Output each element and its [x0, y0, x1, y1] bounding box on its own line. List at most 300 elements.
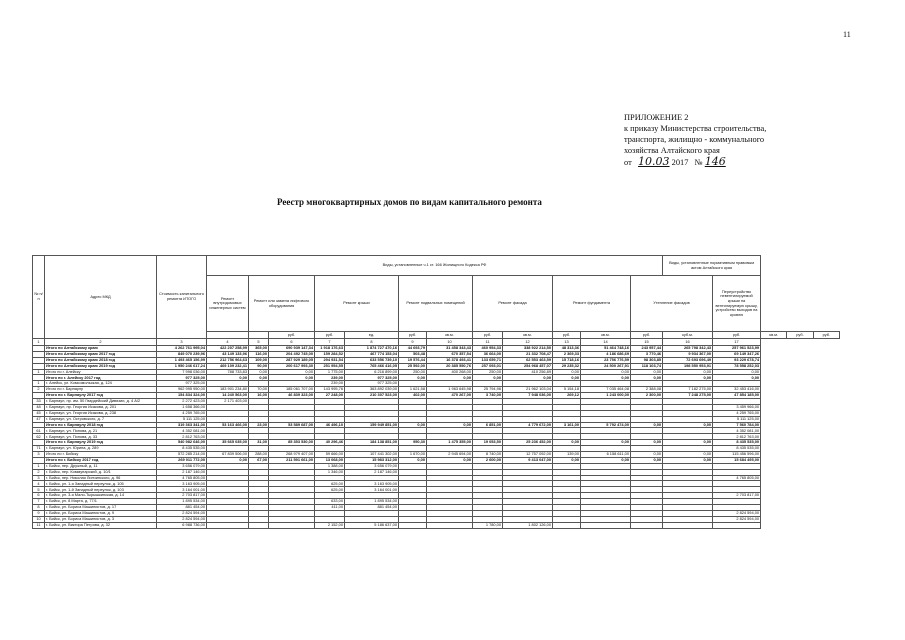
row-value: 243 957,44 [631, 346, 663, 352]
row-value: 402,00 [399, 393, 427, 399]
row-value: 1 346,00 [315, 469, 345, 475]
row-value: 1 243 000,00 [581, 393, 631, 399]
row-value: 690 939 147,34 [269, 346, 315, 352]
row-address: г. Бийск, ул. Бориса Машинистов, д. 9 [45, 510, 157, 516]
number-prefix: № [694, 158, 703, 168]
row-value: 2 824 594,00 [713, 510, 761, 516]
row-value: 20 385 550,76 [427, 363, 473, 369]
row-value: 25 236 452,00 [503, 440, 553, 446]
row-value: 5 186 637,00 [345, 522, 399, 528]
row-value: 3 459 966,00 [713, 404, 761, 410]
row-value: 184 138 851,00 [345, 440, 399, 446]
row-address: Итого по г. Барнаулу [45, 387, 157, 393]
column-number: 14 [581, 339, 631, 346]
appendix-line: ПРИЛОЖЕНИЕ 2 [624, 113, 689, 122]
row-value: 2 187 146,00 [345, 469, 399, 475]
row-value: 46 496,10 [315, 422, 345, 428]
row-value: 1 475 355,00 [427, 440, 473, 446]
row-value: 15 684 495,00 [713, 457, 761, 463]
header-col: Переустройство невентилируемой крыши на вентилируемую крышу, устройство выходов на кровлю [713, 276, 761, 332]
row-address: г. Алейск, ул. Комсомольская, д. 124 [45, 381, 157, 387]
row-number: 10 [33, 516, 45, 522]
row-value: 2 300,00 [631, 393, 663, 399]
row-value: 977 325,00 [345, 381, 399, 387]
row-address: г. Бийск, ул. Бориса Машинистов, д. 3 [45, 516, 157, 522]
row-value: 0,00 [249, 375, 269, 381]
row-value: 53 589 687,00 [269, 422, 315, 428]
row-value [269, 522, 315, 528]
column-number: 13 [553, 339, 581, 346]
row-value: 5 111 125,00 [157, 416, 207, 422]
row-value: 265 798 342,43 [663, 346, 713, 352]
row-value: 0,00 [427, 375, 473, 381]
row-value: 460 954,33 [473, 346, 503, 352]
header-col: Ремонт внутридомовых инженерных систем [207, 276, 249, 332]
row-value: 411,00 [315, 505, 345, 511]
row-value: 1 780,00 [473, 522, 503, 528]
row-value: 0,00 [207, 457, 249, 463]
date-prefix: от [624, 158, 632, 168]
row-value: 29 235,32 [553, 363, 581, 369]
row-value: 3 740,00 [473, 393, 503, 399]
row-value: 6 851,00 [473, 422, 503, 428]
header-col: Утепление фасадов [631, 276, 713, 332]
row-value: 287 929 189,05 [269, 357, 315, 363]
row-value: 540 982 646,00 [157, 440, 207, 446]
row-value: 9 413 047,00 [503, 457, 553, 463]
row-value: 1 895 534,00 [157, 499, 207, 505]
row-address: г. Барнаул, ул. Попова, д. 33 [45, 434, 157, 440]
table-row [33, 522, 840, 528]
row-value: 46 839 323,00 [269, 393, 315, 399]
row-value: 2 388,08 [631, 387, 663, 393]
row-number: 2 [33, 387, 45, 393]
row-value: 0,00 [631, 440, 663, 446]
row-value: 7 998 036,00 [157, 369, 207, 375]
row-address: Итого по Алтайскому краю 2019 год [45, 363, 157, 369]
row-value: 2 152,00 [315, 522, 345, 528]
row-value: 2 187 146,00 [157, 469, 207, 475]
unit-cell-blank [207, 332, 249, 339]
row-address: Итого по г. Алейску 2017 год [45, 375, 157, 381]
header-group-rf: Виды, установленные ч.1 ст. 166 Жилищного Кодекса РФ [207, 256, 663, 276]
row-value: 133 659,71 [473, 357, 503, 363]
row-value: 0,00 [553, 440, 581, 446]
row-value: 4 352 081,00 [157, 428, 207, 434]
row-value: 21 962 103,04 [503, 387, 553, 393]
appendix-block [624, 112, 824, 168]
row-value: 2 812 763,00 [157, 434, 207, 440]
row-value: 7 182 275,00 [663, 387, 713, 393]
column-number: 11 [473, 339, 503, 346]
row-value: 0,00 [581, 440, 631, 446]
column-number: 1 [33, 339, 45, 346]
row-address: г. Бийск, ул. 1-й Западный переулок, д. 103 [45, 487, 157, 493]
appendix-line: хозяйства Алтайского края [624, 146, 720, 156]
row-value: 67,00 [249, 457, 269, 463]
row-value: 154 834 324,00 [157, 393, 207, 399]
row-value: 251 954,55 [315, 363, 345, 369]
header-col: Ремонт крыши [315, 276, 399, 332]
row-value: 185 061 707,00 [269, 387, 315, 393]
row-value: 962 995 950,00 [157, 387, 207, 393]
row-value: 7 035 464,08 [581, 387, 631, 393]
row-value: 1 874 727 470,16 [345, 346, 399, 352]
row-value: 2 703 817,00 [713, 493, 761, 499]
row-value: 5 111 125,00 [713, 416, 761, 422]
unit-cell: руб. [399, 332, 427, 339]
row-value: 0,00 [399, 457, 427, 463]
row-value: 31 458 343,43 [427, 346, 473, 352]
header-address: Адрес МКД [45, 256, 157, 339]
row-value: 67 839 506,00 [207, 452, 249, 458]
row-value: 3 163 905,00 [345, 481, 399, 487]
row-address: г. Бийск, пер. Николая Липчинского, д. 96 [45, 475, 157, 481]
column-number: 10 [427, 339, 473, 346]
row-value: 633 556 739,10 [345, 357, 399, 363]
row-value: 257 093,01 [473, 363, 503, 369]
row-value: 198 550 953,91 [663, 363, 713, 369]
row-value: 250,00 [473, 369, 503, 375]
row-value: 69 149 347,26 [713, 351, 761, 357]
column-number: 16 [663, 339, 713, 346]
row-value: 139,00 [553, 452, 581, 458]
row-value [663, 522, 713, 528]
row-value: 0,00 [207, 375, 249, 381]
row-value: 2 171 403,00 [207, 399, 249, 405]
row-value: 0,00 [631, 452, 663, 458]
row-value: 2 600,00 [473, 457, 503, 463]
row-value: 8 435 535,00 [157, 446, 207, 452]
column-number: 4 [207, 339, 249, 346]
row-number: 7 [33, 499, 45, 505]
row-value: 8 435 535,00 [713, 440, 761, 446]
row-value: 43 149 133,96 [207, 351, 249, 357]
row-value: 0,00 [249, 369, 269, 375]
row-number: 47 [33, 416, 45, 422]
row-number: 1 [33, 369, 45, 375]
row-value: 116,00 [249, 351, 269, 357]
row-value: 51 464 748,16 [581, 346, 631, 352]
row-value: 6 216 899,00 [345, 369, 399, 375]
row-value: 633,00 [315, 499, 345, 505]
row-value: 15 718,16 [553, 357, 581, 363]
row-value: 572 285 214,00 [157, 452, 207, 458]
row-value: 881 454,00 [345, 505, 399, 511]
row-value: 72 693 696,49 [663, 357, 713, 363]
row-address: Итого по г. Барнаулу 2019 год [45, 440, 157, 446]
row-address: г. Бийск, ул. Виктора Петрова, д. 32 [45, 522, 157, 528]
unit-cell: кв.м. [503, 332, 553, 339]
header-group-subject: Виды, установленные нормативным правовым актом Алтайского края [663, 256, 761, 276]
row-value: 268 979 407,00 [269, 452, 315, 458]
appendix-line: к приказу Министерства строительства, [624, 124, 767, 134]
row-value: 4 779 672,00 [503, 422, 553, 428]
row-value: 1 621,58 [399, 387, 427, 393]
row-value: 47 854 185,00 [713, 393, 761, 399]
column-number: 6 [269, 339, 315, 346]
column-number: 5 [249, 339, 269, 346]
row-value [553, 522, 581, 528]
row-value: 422 207 258,99 [207, 346, 249, 352]
row-value: 1 918 176,63 [315, 346, 345, 352]
row-value: 159 949 851,00 [345, 422, 399, 428]
row-value: 0,00 [713, 375, 761, 381]
row-value: 239,00 [315, 381, 345, 387]
row-value: 1 963 645,98 [427, 387, 473, 393]
column-number: 8 [345, 339, 399, 346]
row-value: 950,30 [399, 440, 427, 446]
row-value: 85 353 530,00 [269, 440, 315, 446]
row-value: 109,00 [249, 357, 269, 363]
row-number: 9 [33, 510, 45, 516]
row-value: 12 757 092,00 [503, 452, 553, 458]
row-value: 469 109 232,41 [207, 363, 249, 369]
appendix-line: транспорта, жилищно - коммунального [624, 135, 765, 145]
row-value: 269,12 [553, 393, 581, 399]
column-number: 2 [45, 339, 157, 346]
row-value: 4 765 805,00 [157, 475, 207, 481]
row-value: 0,00 [473, 375, 503, 381]
row-value: 503,48 [399, 351, 427, 357]
row-value: 0,00 [631, 369, 663, 375]
column-number: 9 [399, 339, 427, 346]
row-value: 977 325,00 [157, 381, 207, 387]
row-value: 1 493 465 156,99 [157, 357, 207, 363]
row-value: 0,00 [581, 457, 631, 463]
row-value [581, 522, 631, 528]
row-value: 250,00 [399, 369, 427, 375]
row-address: г. Барнаул, пр. им. 50 Гвардейский Дивизии, д. 4 А/2 [45, 399, 157, 405]
row-value: 0,00 [503, 375, 553, 381]
row-value: 977 325,00 [345, 375, 399, 381]
header-col: Ремонт фасада [473, 276, 553, 332]
row-value: 470 267,00 [427, 393, 473, 399]
row-value [249, 522, 269, 528]
row-value: 40 296,46 [315, 440, 345, 446]
row-value: 0,00 [663, 375, 713, 381]
row-value: 59 666,00 [315, 452, 345, 458]
row-value: 118 103,74 [631, 363, 663, 369]
row-value: 5 154,18 [553, 387, 581, 393]
row-value: 7 248 275,00 [663, 393, 713, 399]
unit-cell: куб.м. [663, 332, 713, 339]
row-value: 3 161,00 [553, 422, 581, 428]
unit-cell: кв.м. [761, 332, 787, 339]
row-value: 363 892 039,00 [345, 387, 399, 393]
row-value: 0,00 [269, 375, 315, 381]
row-value: 254 968 457,07 [503, 363, 553, 369]
row-address: г. Бийск, пер. Коммунарский, д. 10/1 [45, 469, 157, 475]
row-value: 3 770,46 [631, 351, 663, 357]
row-value: 257 961 523,99 [713, 346, 761, 352]
row-value: 0,00 [631, 457, 663, 463]
row-value: 93 229 678,74 [713, 357, 761, 363]
row-address: г. Барнаул, пр. Георгия Исакова, д. 201 [45, 404, 157, 410]
row-value: 0,00 [269, 369, 315, 375]
row-value: 625,00 [315, 481, 345, 487]
handwritten-number: 146 [704, 155, 726, 169]
row-value: 212 756 964,63 [207, 357, 249, 363]
row-value: 410 256,89 [503, 369, 553, 375]
unit-cell: руб. [269, 332, 315, 339]
row-value: 159 284,52 [315, 351, 345, 357]
registry-table [32, 255, 840, 529]
row-value: 3 656 079,00 [345, 463, 399, 469]
row-number: 8 [33, 505, 45, 511]
row-number: 4 [33, 481, 45, 487]
row-value: 849 070 239,96 [157, 351, 207, 357]
row-value [399, 522, 427, 528]
row-number: 61 [33, 428, 45, 434]
row-value: 0,00 [713, 369, 761, 375]
header-num: № п/п [33, 256, 45, 339]
row-value: 31,00 [249, 440, 269, 446]
row-value: 7 948 036,00 [503, 393, 553, 399]
row-value: 8 435 535,00 [713, 446, 761, 452]
column-number: 17 [713, 339, 761, 346]
unit-cell-blank [249, 332, 269, 339]
unit-cell: ед. [345, 332, 399, 339]
row-address: Итого по г. Барнаулу 2017 год [45, 393, 157, 399]
row-value: 115 456 596,00 [713, 452, 761, 458]
row-value: 8 740,00 [473, 452, 503, 458]
row-number: 48 [33, 404, 45, 410]
row-value: 210 307 523,00 [345, 393, 399, 399]
row-value: 625,00 [315, 487, 345, 493]
column-number: 15 [631, 339, 663, 346]
row-value: 0,00 [399, 375, 427, 381]
row-value: 2 272 423,00 [157, 399, 207, 405]
row-address: г. Бийск, ул. 8 Марта, д. 77/1 [45, 499, 157, 505]
row-number: 33 [33, 399, 45, 405]
row-value: 6 158 611,00 [581, 452, 631, 458]
row-address: Итого по Алтайскому краю 2018 год [45, 357, 157, 363]
row-value: 0,00 [663, 457, 713, 463]
row-value: 19 576,44 [399, 357, 427, 363]
row-value: 2 703 817,00 [157, 493, 207, 499]
row-value: 70,00 [249, 387, 269, 393]
row-value: 2 369,33 [553, 351, 581, 357]
row-value: 2 812 763,00 [713, 434, 761, 440]
row-value: 4 259 765,00 [713, 410, 761, 416]
row-value: 0,00 [399, 422, 427, 428]
row-value: 0,00 [631, 422, 663, 428]
row-value: 788 733,83 [207, 369, 249, 375]
row-value: 19 053,50 [473, 440, 503, 446]
row-value [713, 522, 761, 528]
row-value: 0,00 [663, 440, 713, 446]
row-value: 78 558 252,03 [713, 363, 761, 369]
row-value: 400 268,00 [427, 369, 473, 375]
row-value: 204 492 745,00 [269, 351, 315, 357]
row-value: 5 792 474,00 [581, 422, 631, 428]
row-value: 0,00 [553, 457, 581, 463]
unit-cell: руб. [813, 332, 839, 339]
year: 2017 [671, 158, 689, 168]
handwritten-date: 10.03 [638, 155, 670, 169]
row-value: 48 313,36 [553, 346, 581, 352]
unit-cell: руб. [631, 332, 663, 339]
unit-cell: руб. [473, 332, 503, 339]
row-value [427, 522, 473, 528]
row-value: 25 592,00 [399, 363, 427, 369]
unit-cell: руб. [553, 332, 581, 339]
row-value: 0,00 [553, 369, 581, 375]
row-value: 4 765 805,00 [713, 475, 761, 481]
row-number: 71 [33, 446, 45, 452]
row-value: 0,00 [581, 375, 631, 381]
row-value: 467 774 153,04 [345, 351, 399, 357]
row-value: 4 262 761 995,04 [157, 346, 207, 352]
row-value: 1 775,00 [315, 369, 345, 375]
row-value: 107 441 302,00 [345, 452, 399, 458]
row-value: 1 670,00 [399, 452, 427, 458]
row-value: 338 922 214,50 [503, 346, 553, 352]
row-number: 3 [33, 475, 45, 481]
header-col: Ремонт фундамента [553, 276, 631, 332]
row-value: 183 901 234,80 [207, 387, 249, 393]
column-number: 12 [503, 339, 553, 346]
row-value: 3 164 001,00 [157, 487, 207, 493]
row-value: 2 824 594,00 [157, 510, 207, 516]
row-value: 4 259 765,00 [157, 410, 207, 416]
row-number: 1 [33, 463, 45, 469]
row-value: 62 553 463,59 [503, 357, 553, 363]
row-value: 670 357,54 [427, 351, 473, 357]
row-value: 23,00 [249, 422, 269, 428]
row-address: Итого по Алтайскому краю [45, 346, 157, 352]
column-number: 7 [315, 339, 345, 346]
row-value: 98 303,85 [631, 357, 663, 363]
row-value: 0,00 [427, 422, 473, 428]
row-value: 16,00 [249, 393, 269, 399]
row-number: 1 [33, 381, 45, 387]
row-address: Итого по г. Бийску 2017 год [45, 457, 157, 463]
row-address: г. Барнаул, ул. Островского, д. 7 [45, 416, 157, 422]
row-value: 2 824 594,00 [713, 516, 761, 522]
row-value: 0,00 [581, 369, 631, 375]
row-value: 7 560 784,00 [713, 422, 761, 428]
row-value: 44 693,79 [399, 346, 427, 352]
row-value: 269 011 772,00 [157, 457, 207, 463]
header-col: Ремонт или замена лифтового оборудования [249, 276, 315, 332]
row-value: 1 658 366,00 [157, 404, 207, 410]
page-number: 11 [843, 30, 851, 39]
row-value: 14 240 563,00 [207, 393, 249, 399]
row-value: 9 934 367,00 [663, 351, 713, 357]
row-value: 200 617 993,30 [269, 363, 315, 369]
unit-cell: руб. [713, 332, 761, 339]
row-value: 239,00 [315, 375, 345, 381]
row-value: 16 378 493,41 [427, 357, 473, 363]
row-value [207, 522, 249, 528]
row-address: Итого по Алтайскому краю 2017 год [45, 351, 157, 357]
row-number: 5 [33, 487, 45, 493]
row-value: 53 163 466,00 [207, 422, 249, 428]
row-value: 2 945 694,00 [427, 452, 473, 458]
document-title: Реестр многоквартирных домов по видам капитального ремонта [277, 197, 542, 207]
row-value: 25 794,96 [473, 387, 503, 393]
row-address: Итого по г. Барнаулу 2018 год [45, 422, 157, 428]
row-value: 1 950 246 617,24 [157, 363, 207, 369]
row-value: 90,00 [249, 363, 269, 369]
row-address: г. Бийск, ул. Бориса Машинистов, д. 17 [45, 505, 157, 511]
row-value: 211 591 661,00 [269, 457, 315, 463]
row-number: 2 [33, 469, 45, 475]
unit-cell: кв.м. [581, 332, 631, 339]
row-value: 977 325,00 [157, 375, 207, 381]
